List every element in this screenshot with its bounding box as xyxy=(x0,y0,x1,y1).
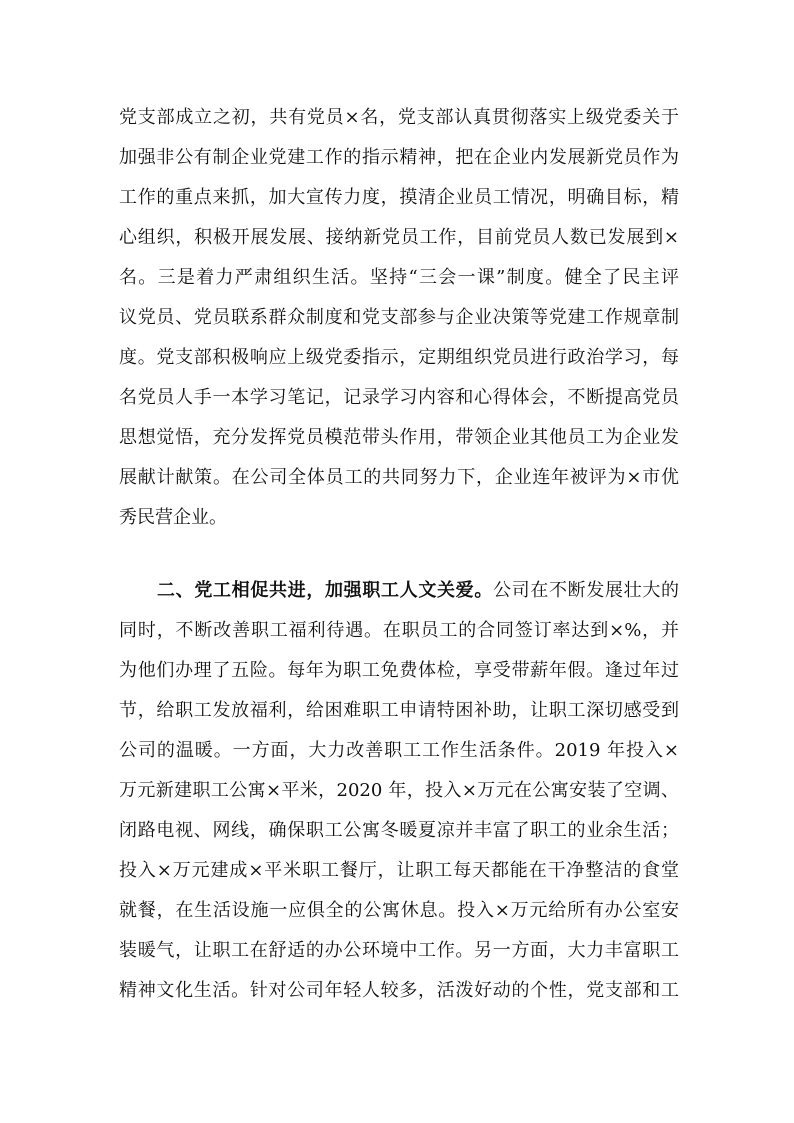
paragraph-party-branch xyxy=(119,98,679,538)
paragraph-line: 名。三是着力严肃组织生活。坚持“三会一课”制度。健全了民主评 xyxy=(119,267,679,288)
paragraph-line: 节，给职工发放福利，给困难职工申请特困补助，让职工深切感受到 xyxy=(119,700,679,721)
paragraph-line: 公司的温暖。一方面，大力改善职工工作生活条件。2019 年投入× xyxy=(119,740,679,761)
paragraph-line: 度。党支部积极响应上级党委指示，定期组织党员进行政治学习，每 xyxy=(119,347,679,368)
paragraph-line: 加强非公有制企业党建工作的指示精神，把在企业内发展新党员作为 xyxy=(119,147,679,168)
paragraph-line: 议党员、党员联系群众制度和党支部参与企业决策等党建工作规章制 xyxy=(119,307,679,328)
paragraph-first-line xyxy=(119,571,679,611)
paragraph-line: 展献计献策。在公司全体员工的共同努力下，企业连年被评为×市优 xyxy=(119,467,679,488)
paragraph-line: 同时，不断改善职工福利待遇。在职员工的合同签订率达到×%，并 xyxy=(119,620,679,641)
paragraph-line: 装暖气，让职工在舒适的办公环境中工作。另一方面，大力丰富职工 xyxy=(119,940,679,961)
paragraph-line: 就餐，在生活设施一应俱全的公寓休息。投入×万元给所有办公室安 xyxy=(119,900,679,921)
paragraph-line: 精神文化生活。针对公司年轻人较多，活泼好动的个性，党支部和工 xyxy=(119,980,679,1001)
paragraph-line: 思想觉悟，充分发挥党员模范带头作用，带领企业其他员工为企业发 xyxy=(119,427,679,448)
paragraph-worker-care xyxy=(119,571,679,1011)
paragraph-line: 党支部成立之初，共有党员×名，党支部认真贯彻落实上级党委关于 xyxy=(119,107,679,128)
paragraph-line: 工作的重点来抓，加大宣传力度，摸清企业员工情况，明确目标，精 xyxy=(119,187,679,208)
paragraph-line: 秀民营企业。 xyxy=(119,507,227,528)
first-line-text: 公司在不断发展壮大的 xyxy=(493,580,679,601)
paragraph-line: 为他们办理了五险。每年为职工免费体检，享受带薪年假。逢过年过 xyxy=(119,660,679,681)
paragraph-line: 心组织，积极开展发展、接纳新党员工作，目前党员人数已发展到× xyxy=(119,227,679,248)
paragraph-line: 投入×万元建成×平米职工餐厅，让职工每天都能在干净整洁的食堂 xyxy=(119,860,679,881)
section-heading: 二、党工相促共进，加强职工人文关爱。 xyxy=(157,580,493,601)
paragraph-line: 闭路电视、网线，确保职工公寓冬暖夏凉并丰富了职工的业余生活； xyxy=(119,820,679,841)
paragraph-line: 万元新建职工公寓×平米，2020 年，投入×万元在公寓安装了空调、 xyxy=(119,780,679,801)
paragraph-line: 名党员人手一本学习笔记，记录学习内容和心得体会，不断提高党员 xyxy=(119,387,679,408)
